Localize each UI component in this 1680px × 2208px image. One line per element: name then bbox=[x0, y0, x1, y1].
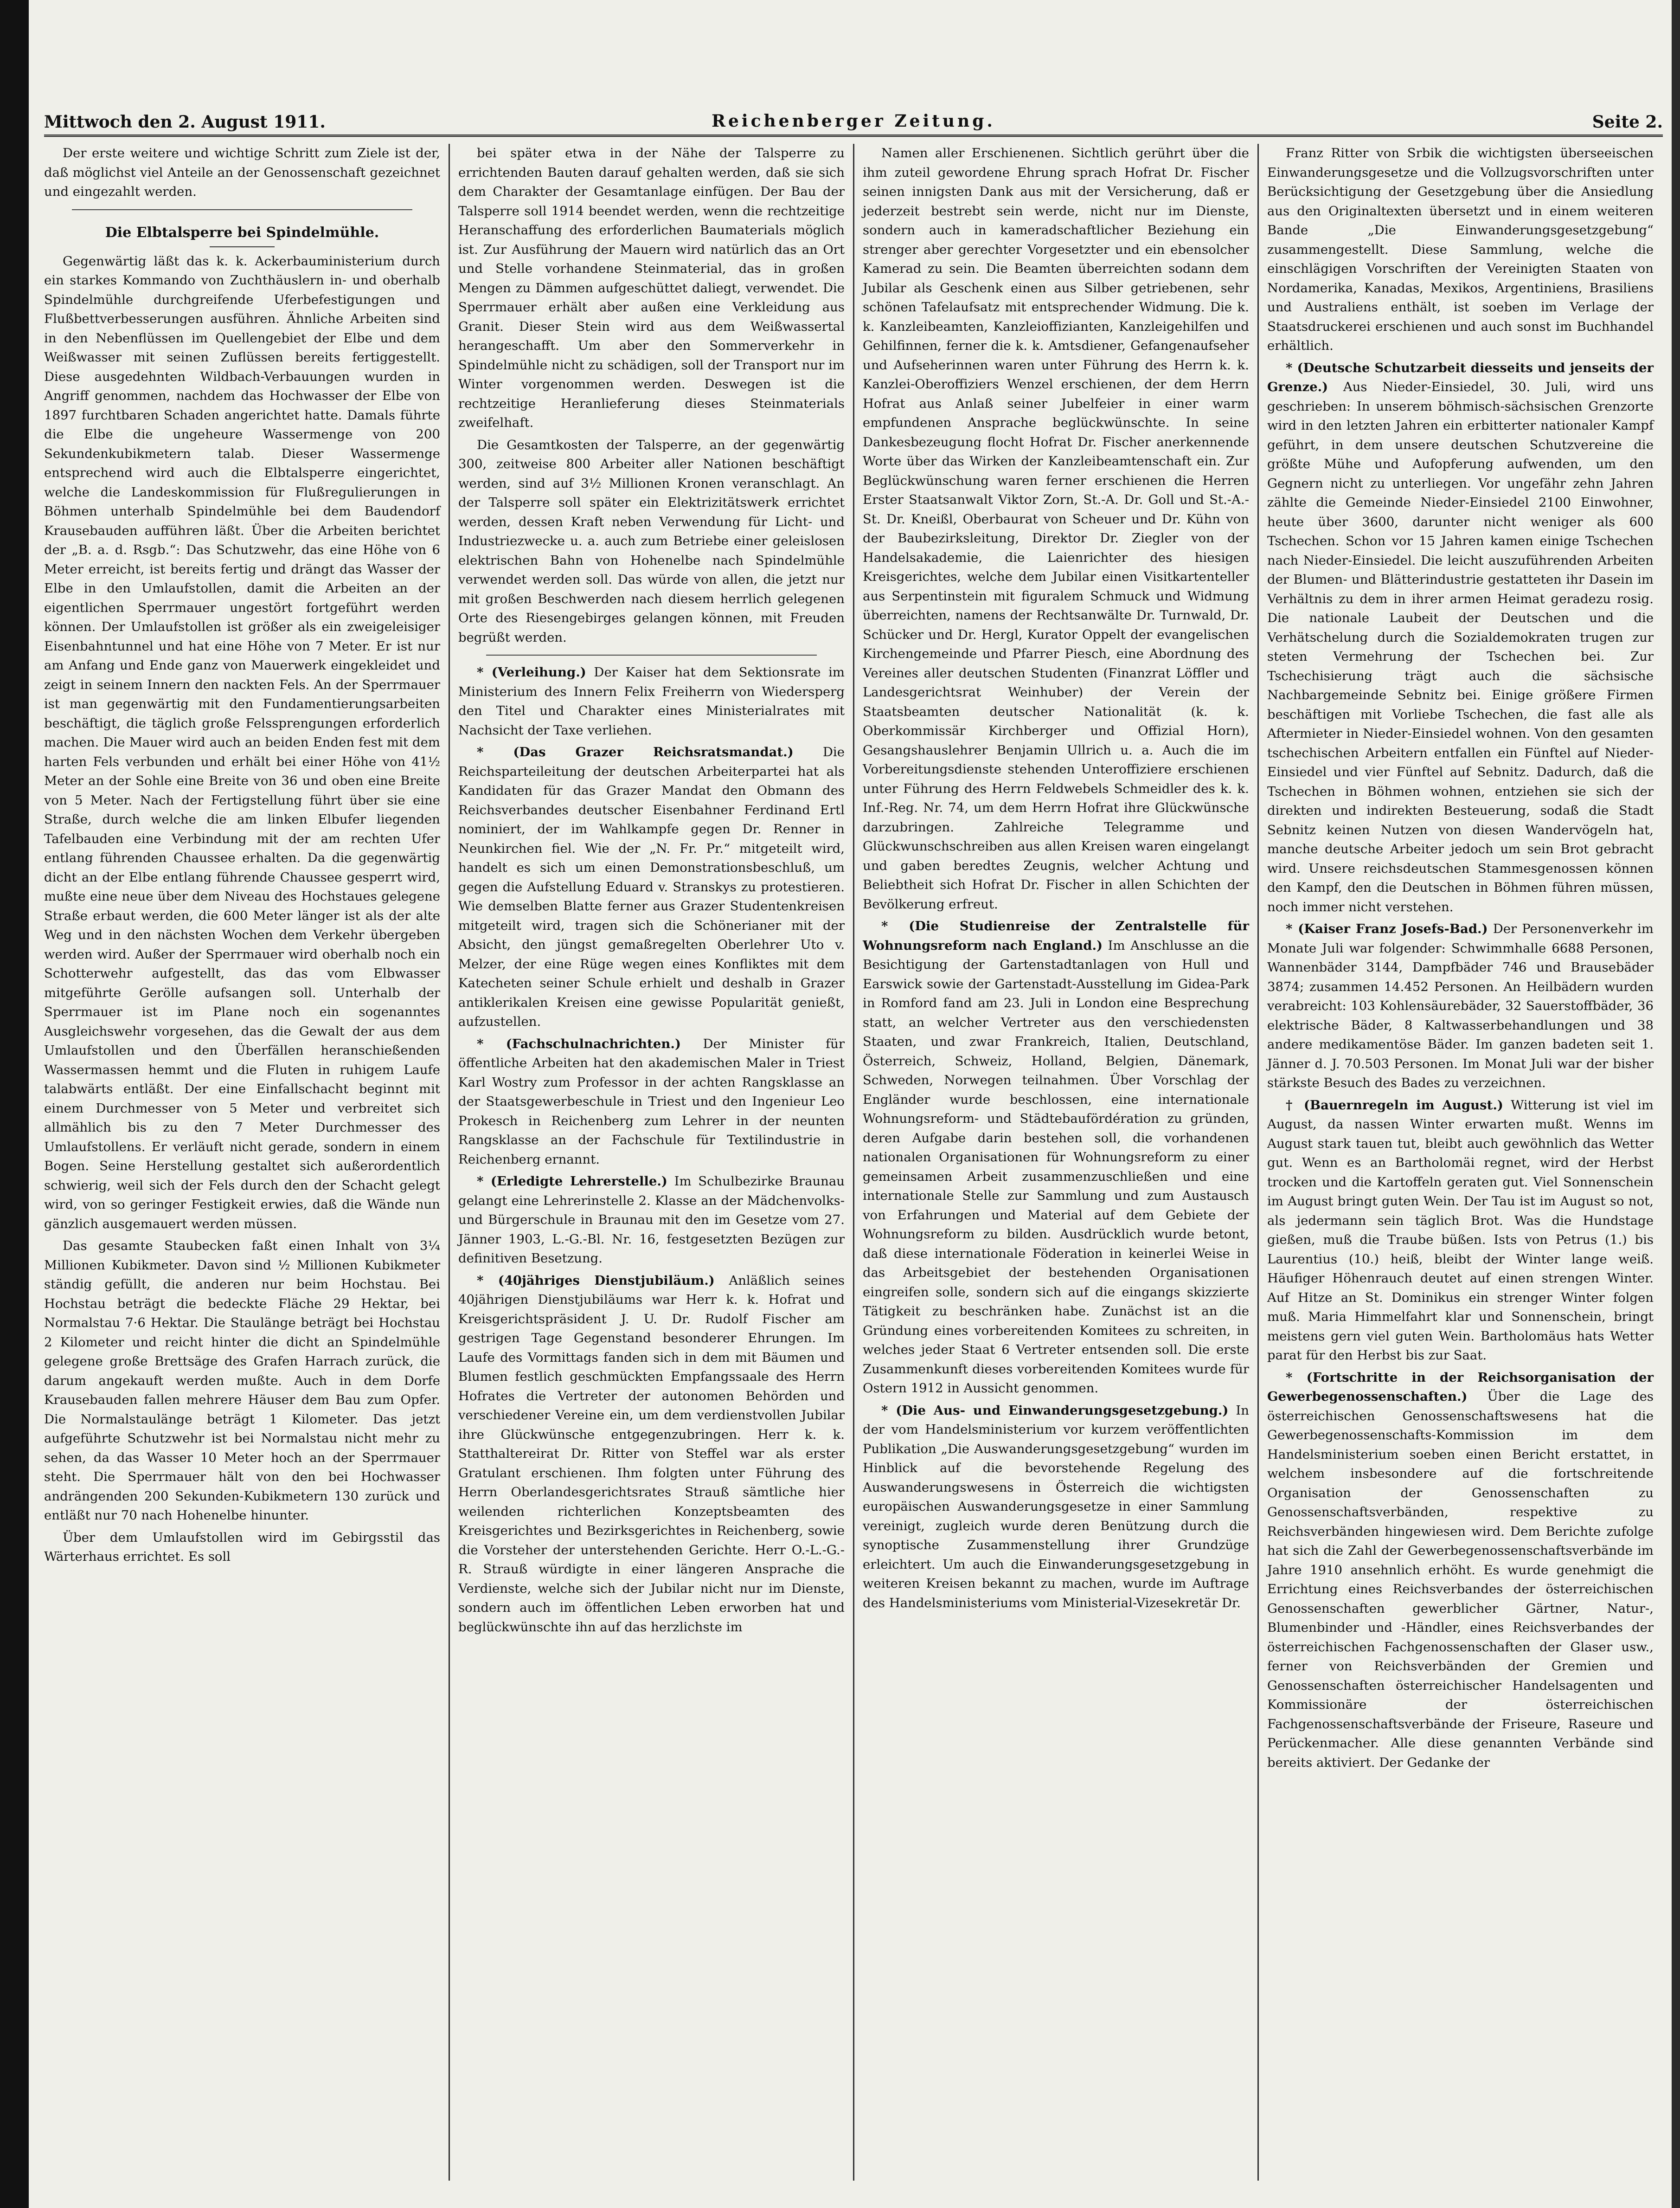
news-item bbox=[1267, 1368, 1654, 1773]
news-item-heading: † (Bauernregeln im August.) bbox=[1286, 1097, 1503, 1113]
column-2 bbox=[449, 144, 853, 2181]
news-item-text: Der Personenverkehr im Monate Juli war folgender: Schwimmhalle 6688 Personen, Wannenbäder 3144, Dampfbäder 746 und Brausebäder 3874; zusammen 14.452 Personen. An Heilbädern wurden verabreicht: 103 Kohlensäurebäder, 32 Sauerstoffbäder, 36 elektrische Bäder, 8 Kaltwasserbehandlungen und 38 andere medikamentöse Bäder. Im ganzen badeten seit 1. Jänner d. J. 70.503 Personen. Im Monat Juli war der bisher stärkste Besuch des Bades zu verzeichnen. bbox=[1267, 921, 1654, 1090]
news-item bbox=[458, 1172, 845, 1268]
article-heading: Die Elbtalsperre bei Spindelmühle. bbox=[44, 223, 440, 247]
newspaper-title: Reichenberger Zeitung. bbox=[712, 111, 995, 131]
news-item-heading: * (Erledigte Lehrerstelle.) bbox=[477, 1174, 667, 1189]
paragraph: Namen aller Erschienenen. Sichtlich gerührt über die ihm zuteil gewordene Ehrung sprach Hofrat Dr. Fischer seinen innigsten Dank aus mit der Versicherung, daß er jederzeit bestrebt sein werde, nicht nur im Dienste, sondern auch in kameradschaftlicher Beziehung ein strenger aber gerechter Vorgesetzter und ein ebensolcher Kamerad zu sein. Die Beamten überreichten sodann dem Jubilar als Geschenk einen aus Silber getriebenen, sehr schönen Tafelaufsatz mit entsprechender Widmung. Die k. k. Kanzleibeamten, Kanzleioffizianten, Kanzleigehilfen und Gehilfinnen, ferner die k. k. Amtsdiener, Gefangenaufseher und Aufseherinnen waren unter Führung des Herrn k. k. Kanzlei-Oberoffiziers Wenzel erschienen, der dem Herrn Hofrat aus Anlaß seiner Jubelfeier in einer warm empfundenen Ansprache beglückwünschte. In seine Dankesbezeugung flocht Hofrat Dr. Fischer anerkennende Worte über das Wirken der Kanzleibeamtenschaft ein. Zur Beglückwünschung waren ferner erschienen die Herren Erster Staatsanwalt Viktor Zorn, St.-A. Dr. Goll und St.-A.-St. Dr. Kneißl, Oberbaurat von Scheuer und Dr. Kühn von der Baubezirksleitung, Direktor Dr. Ziegler von der Handelsakademie, die Laienrichter des hiesigen Kreisgerichtes, welche dem Jubilar einen Visitkartenteller aus Serpentinstein mit figuralem Schmuck und Widmung überreichten, namens der Rechtsanwälte Dr. Turnwald, Dr. Schücker und Dr. Hergl, Kurator Oppelt der evangelischen Kirchengemeinde und Pfarrer Piesch, eine Abordnung des Vereines aller deutschen Studenten (Finanzrat Löffler und Landesgerichtsrat Weinhuber) der Verein der Staatsbeamten deutscher Nationalität (k. k. Oberkommissär Kirchberger und Offizial Horn), Gesangshauslehrer Benjamin Ullrich u. a. Auch die im Vorbereitungsdienste stehenden Unteroffiziere erschienen unter Führung des Herrn Feldwebels Schmeidler des k. k. Inf.-Reg. Nr. 74, um dem Herrn Hofrat ihre Glückwünsche darzubringen. Zahlreiche Telegramme und Glückwunschschreiben aus allen Kreisen waren eingelangt und gaben beredtes Zeugnis, welcher Achtung und Beliebtheit sich Hofrat Dr. Fischer in allen Schichten der Bevölkerung erfreut. bbox=[863, 146, 1249, 912]
news-item bbox=[458, 1035, 845, 1170]
news-item-heading: * (Fachschulnachrichten.) bbox=[477, 1036, 681, 1051]
news-item bbox=[458, 743, 845, 1032]
news-item bbox=[1267, 920, 1654, 1093]
divider bbox=[486, 655, 817, 656]
paragraph: Gegenwärtig läßt das k. k. Ackerbauministerium durch ein starkes Kommando von Zuchthäuslern in- und oberhalb Spindelmühle durchgreifende Uferbefestigungen und Flußbettverbesserungen ausführen. Ähnliche Arbeiten sind in den Nebenflüssen im Quellengebiet der Elbe und dem Weißwasser mit seinen Zuflüssen bereits fertiggestellt. Diese ausgedehnten Wildbach-Verbauungen wurden in Angriff genommen, nachdem das Hochwasser der Elbe von 1897 furchtbaren Schaden angerichtet hatte. Damals führte die Elbe die ungeheure Wassermenge von 200 Sekundenkubikmetern talab. Dieser Wassermenge entsprechend wird auch die Elbtalsperre eingerichtet, welche die Landeskommission für Flußregulierungen in Böhmen unterhalb Spindelmühle bei dem Baudendorf Krausebauden aufführen läßt. Über die Arbeiten berichtet der „B. a. d. Rsgb.“: Das Schutzwehr, das eine Höhe von 6 Meter erreicht, ist bereits fertig und drängt das Wasser der Elbe in den Umlaufstollen, damit die Arbeiten an der eigentlichen Sperrmauer ungestört fortgeführt werden können. Der Umlaufstollen ist größer als ein zweigeleisiger Eisenbahntunnel und hat eine Höhe von 7 Meter. Er ist nur am Anfang und Ende ganz von Mauerwerk eingekleidet und zeigt in seinem Innern den nackten Fels. An der Sperrmauer ist man gegenwärtig mit den Fundamentierungsarbeiten beschäftigt, die täglich große Felssprengungen erforderlich machen. Die Mauer wird auch an beiden Enden fest mit dem harten Fels verbunden und erhält bei einer Höhe von 41½ Meter an der Sohle eine Breite von 36 und oben eine Breite von 5 Meter. Nach der Fertigstellung führt über sie eine Straße, durch welche die am linken Elbufer liegenden Tafelbauden eine Verbindung mit der am rechten Ufer entlang führenden Chaussee erhalten. Da die gegenwärtig dicht an der Elbe entlang führende Chaussee gesperrt wird, mußte eine neue über dem Niveau des Hochstaues gelegene Straße erbaut werden, die 600 Meter länger ist als der alte Weg und in den nächsten Wochen dem Verkehr übergeben werden wird. Außer der Sperrmauer wird oberhalb noch ein Schotterwehr aufgestellt, das das vom Elbwasser mitgeführte Gerölle aufsangen soll. Unterhalb der Sperrmauer ist im Plane noch ein sogenanntes Ausgleichswehr vorgesehen, das die Gewalt der aus dem Umlaufstollen und den Überfällen heranschießenden Wassermassen hemmt und die Fluten in ruhigem Laufe talabwärts entläßt. Der eine Einfallschacht beginnt mit einem Durchmesser von 5 Meter und verbreitet sich allmählich bis zu den 7 Meter Durchmesser des Umlaufstollens. Er verläuft nicht gerade, sondern in einem Bogen. Seine Herstellung gestaltet sich außerordentlich schwierig, weil sich der Fels durch den der Schacht gelegt wird, von so geringer Festigkeit erwies, daß die Wände nun gänzlich ausgemauert werden müssen. bbox=[44, 253, 440, 1231]
news-item-text: Aus Nieder-Einsiedel, 30. Juli, wird uns geschrieben: In unserem böhmisch-sächsischen Grenzorte wird in den letzten Jahren ein erbitterter nationaler Kampf geführt, in dem unsere deutschen Schutzvereine die größte Mühe und Aufopferung aufwenden, um den Gegnern nicht zu unterliegen. Vor ungefähr zehn Jahren zählte die Gemeinde Nieder-Einsiedel 2100 Einwohner, heute über 3600, darunter nicht weniger als 600 Tschechen. Schon vor 15 Jahren kamen einige Tschechen nach Nieder-Einsiedel. Die leicht auszuführenden Arbeiten der Blumen- und Blätterindustrie gestatteten ihr Dasein im Verhältnis zu dem in ihrer armen Heimat geradezu rosig. Die nationale Laubeit der Deutschen und die Verhätschelung durch die Sozialdemokraten trugen zur steten Vermehrung der Tschechen bei. Zur Tschechisierung trägt auch die sächsische Nachbargemeinde Sebnitz bei. Einige größere Firmen beschäftigen mit Vorliebe Tschechen, die fast alle als Aftermieter in Nieder-Einsiedel wohnen. Von den gesamten tschechischen Arbeitern entfallen ein Fünftel auf Nieder-Einsiedel und vier Fünftel auf Sebnitz. Dadurch, daß die Tschechen in Böhmen wohnen, entziehen sie sich der direkten und indirekten Besteuerung, sodaß die Stadt Sebnitz keinen Nutzen von diesen Wandervögeln hat, manche deutsche Arbeiter jedoch um sein Brot gebracht wird. Unsere reichsdeutschen Stammesgenossen können den Kampf, den die Deutschen in Böhmen führen müssen, noch immer nicht verstehen. bbox=[1267, 380, 1654, 914]
news-item bbox=[863, 1401, 1249, 1613]
news-item-text: Die Reichsparteileitung der deutschen Arbeiterpartei hat als Kandidaten für das Grazer Mandat den Obmann des Reichsverbandes deutscher Eisenbahner Ferdinand Ertl nominiert, der im Wahlkampfe gegen Dr. Renner in Neunkirchen fiel. Wie der „N. Fr. Pr.“ mitgeteilt wird, handelt es sich um einen Demonstrationsbeschluß, um gegen die Aufstellung Eduard v. Stranskys zu protestieren. Wie demselben Blatte ferner aus Grazer Studentenkreisen mitgeteilt wird, tragen sich die Schönerianer mit der Absicht, den jüngst gemaßregelten Oberlehrer Uto v. Melzer, der eine Rüge wegen eines Konfliktes mit dem Katecheten seiner Schule erhielt und deshalb in Grazer antiklerikalen Kreisen eine gewisse Popularität genießt, aufzustellen. bbox=[458, 745, 845, 1029]
divider bbox=[72, 209, 412, 210]
news-item-heading: * (Deutsche Schutzarbeit diesseits und jenseits der Grenze.) bbox=[1267, 360, 1654, 394]
news-item-text: Witterung ist viel im August, da nassen Winter erwarten mußt. Wenns im August stark tauen tut, bleibt auch gewöhnlich das Wetter gut. Wenn es an Bartholomäi regnet, wird der Herbst trocken und die Kartoffeln geraten gut. Viel Sonnenschein im August bringt guten Wein. Der Tau ist im August so not, als jedermann sein täglich Brot. Was die Hundstage gießen, muß die Traube büßen. Ists von Petrus (1.) bis Laurentius (10.) heiß, bleibt der Winter lange weiß. Häufiger Höhenrauch deutet auf einen strengen Winter. Auf Hitze an St. Dominikus ein strenger Winter folgen muß. Maria Himmelfahrt klar und Sonnenschein, bringt meistens gern viel guten Wein. Bartholomäus hats Wetter parat für den Herbst bis zur Saat. bbox=[1267, 1097, 1654, 1363]
paragraph: Franz Ritter von Srbik die wichtigsten überseeischen Einwanderungsgesetze und die Vollzugsvorschriften unter Berücksichtigung der Gesetzgebung über die Ansiedlung aus den Originaltexten übersetzt und in einem weiteren Bande „Die Einwanderungsgesetzgebung“ zusammengestellt. Diese Sammlung, welche die einschlägigen Vorschriften der Vereinigten Staaten von Nordamerika, Kanadas, Mexikos, Argentiniens, Brasiliens und Australiens enthält, ist soeben im Verlage der Staatsdruckerei erschienen und auch sonst im Buchhandel erhältlich. bbox=[1267, 146, 1654, 353]
news-item bbox=[458, 1271, 845, 1637]
column-3 bbox=[853, 144, 1257, 2181]
news-item bbox=[863, 917, 1249, 1398]
newspaper-page bbox=[44, 107, 1663, 2185]
news-item-heading: * (Die Studienreise der Zentralstelle für Wohnungsreform nach England.) bbox=[863, 919, 1249, 953]
news-item-heading: * (Die Aus- und Einwanderungsgesetzgebung.) bbox=[881, 1403, 1229, 1418]
news-item-text: Im Anschlusse an die Besichtigung der Gartenstadtanlagen von Hull und Earswick sowie der Gartenstadt-Ausstellung im Gidea-Park in Romford fand am 23. Juli in London eine Besprechung statt, an welcher Vertreter aus den verschiedensten Staaten, und zwar Frankreich, Italien, Deutschland, Österreich, Schweiz, Holland, Belgien, Dänemark, Schweden, Norwegen teilnahmen. Über Vorschlag der Engländer wurde beschlossen, eine internationale Wohnungsreform- und Städtebaufördération zu gründen, deren Aufgabe darin bestehen soll, die vorhandenen nationalen Organisationen für Wohnungsreform zu einer gemeinsamen Arbeit zusammenzuschließen und eine internationale Stelle zur Sammlung und zum Austausch von Erfahrungen und Material auf dem Gebiete der Wohnungsreform zu bilden. Ausdrücklich wurde betont, daß diese internationale Föderation in keinerlei Weise in das Arbeitsgebiet der bestehenden Organisationen eingreifen solle, sondern sich auf die eingangs skizzierte Tätigkeit zu beschränken habe. Zunächst ist an die Gründung eines vorbereitenden Komitees zu schreiten, in welches jeder Staat 6 Vertreter entsenden soll. Die erste Zusammenkunft dieses vorbereitenden Komitees wurde für Ostern 1912 in Aussicht genommen. bbox=[863, 938, 1249, 1396]
news-item-heading: * (Das Grazer Reichsratsmandat.) bbox=[477, 745, 794, 760]
article-columns bbox=[44, 144, 1663, 2181]
news-item bbox=[1267, 359, 1654, 917]
news-item-text: Der Minister für öffentliche Arbeiten hat den akademischen Maler in Triest Karl Wostry zum Professor in der achten Rangsklasse an der Staatsgewerbeschule in Triest und den Ingenieur Leo Prokesch in Reichenberg zum Lehrer in der neunten Rangsklasse an der Fachschule für Textilindustrie in Reichenberg ernannt. bbox=[458, 1036, 845, 1167]
news-item-heading: * (40jähriges Dienstjubiläum.) bbox=[477, 1273, 715, 1288]
paragraph: Das gesamte Staubecken faßt einen Inhalt von 3¼ Millionen Kubikmeter. Davon sind ½ Millionen Kubikmeter ständig gefüllt, die anderen nur beim Hochstau. Bei Hochstau beträgt die bedeckte Fläche 29 Hektar, bei Normalstau 7·6 Hektar. Die Staulänge beträgt bei Hochstau 2 Kilometer und reicht hinter die dicht an Spindelmühle gelegene große Brettsäge des Grafen Harrach zurück, die darum angekauft werden mußte. Auch in dem Dorfe Krausebauden fallen mehrere Häuser dem Bau zum Opfer. Die Normalstaulänge beträgt 1 Kilometer. Das jetzt aufgeführte Schutzwehr ist bei Normalstau nicht mehr zu sehen, da das Wasser 10 Meter hoch an der Sperrmauer steht. Die Sperrmauer hält von den bei Hochwasser andrängenden 200 Sekunden-Kubikmetern 130 zurück und entläßt nur 70 nach Hohenelbe hinunter. bbox=[44, 1238, 440, 1523]
news-item-text: Anläßlich seines 40jährigen Dienstjubiläums war Herr k. k. Hofrat und Kreisgerichtspräsident J. U. Dr. Rudolf Fischer am gestrigen Tage Gegenstand besonderer Ehrungen. Im Laufe des Vormittags fanden sich in dem mit Bäumen und Blumen festlich geschmückten Empfangssaale des Herrn Hofrates die Vertreter der autonomen Behörden und verschiedener Vereine ein, um dem verdienstvollen Jubilar ihre Glückwünsche entgegenzubringen. Herr k. k. Statthaltereirat Dr. Ritter von Steffel war als erster Gratulant erschienen. Ihm folgten unter Führung des Herrn Oberlandesgerichtsrates Strauß sämtliche hier weilenden richterlichen Konzeptsbeamten des Kreisgerichtes und Bezirksgerichtes in Reichenberg, sowie die Vorsteher der unterstehenden Gerichte. Herr O.-L.-G.-R. Strauß würdigte in einer längeren Ansprache die Verdienste, welche sich der Jubilar nicht nur im Dienste, sondern auch im öffentlichen Leben erworben hat und beglückwünschte ihn auf das herzlichste im bbox=[458, 1273, 845, 1635]
news-item-heading: * (Verleihung.) bbox=[477, 665, 586, 680]
news-item-text: In der vom Handelsministerium vor kurzem veröffentlichten Publikation „Die Auswanderungsgesetzgebung“ wurden im Hinblick auf die bevorstehende Regelung des Auswanderungswesens in Österreich die wichtigsten europäischen Auswanderungsgesetze in einer Sammlung vereinigt, zugleich wurde deren Benützung durch die synoptische Zusammenstellung ihrer Grundzüge erleichtert. Um auch die Einwanderungsgesetzgebung in weiteren Kreisen bekannt zu machen, wurde im Auftrage des Handelsministeriums vom Ministerial-Vizesekretär Dr. bbox=[863, 1403, 1249, 1610]
scan-right-edge bbox=[1672, 0, 1680, 2208]
news-item bbox=[458, 663, 845, 740]
paragraph: Die Gesamtkosten der Talsperre, an der gegenwärtig 300, zeitweise 800 Arbeiter aller Nationen beschäftigt werden, sind auf 3½ Millionen Kronen veranschlagt. An der Talsperre soll später ein Elektrizitätswerk errichtet werden, dessen Kraft neben Verwendung für Licht- und Industriezwecke u. a. auch zum Betriebe einer geleislosen elektrischen Bahn von Hohenelbe nach Spindelmühle verwendet werden soll. Das würde von allen, die jetzt nur mit großen Beschwerden nach diesem herrlich gelegenen Orte des Riesengebirges gelangen können, mit Freuden begrüßt werden. bbox=[458, 437, 845, 645]
news-item-text: Über die Lage des österreichischen Genossenschaftswesens hat die Gewerbegenossenschafts-Kommission im dem Handelsministerium soeben einen Bericht erstattet, in welchem insbesondere auf die fortschreitende Organisation der Genossenschaften zu Genossenschaftsverbänden, respektive zu Reichsverbänden hingewiesen wird. Dem Berichte zufolge hat sich die Zahl der Gewerbegenossenschaftsverbände im Jahre 1910 ansehnlich erhöht. Es wurde genehmigt die Errichtung eines Reichsverbandes der österreichischen Genossenschaften gewerblicher Gärtner, Natur-, Blumenbinder und -Händler, eines Reichsverbandes der österreichischen Fachgenossenschaften der Glaser usw., ferner von Reichsverbänden der Gremien und Genossenschaften österreichischer Handelsagenten und Kommissionäre der österreichischen Fachgenossenschaftsverbände der Friseure, Raseure und Perückenmacher. Alle diese genannten Verbände sind bereits aktiviert. Der Gedanke der bbox=[1267, 1389, 1654, 1770]
paragraph: bei später etwa in der Nähe der Talsperre zu errichtenden Bauten darauf gehalten werden, daß sie sich dem Charakter der Gesamtanlage einfügen. Der Bau der Talsperre soll 1914 beendet werden, wenn die rechtzeitige Heranschaffung des erforderlichen Baumaterials möglich ist. Zur Ausführung der Mauern wird natürlich das an Ort und Stelle vorhandene Steinmaterial, das in großen Mengen zu Dämmen aufgeschüttet daliegt, verwendet. Die Sperrmauer erhält aber außen eine Verkleidung aus Granit. Dieser Stein wird aus dem Weißwassertal herangeschafft. Um aber den Sommerverkehr in Spindelmühle nicht zu schädigen, soll der Transport nur im Winter vorgenommen werden. Deswegen ist die rechtzeitige Heranlieferung dieses Steinmaterials zweifelhaft. bbox=[458, 146, 845, 430]
news-item-text: Im Schulbezirke Braunau gelangt eine Lehrerinstelle 2. Klasse an der Mädchenvolks- und Bürgerschule in Braunau mit den im Gesetze vom 27. Jänner 1903, L.-G.-Bl. Nr. 16, festgesetzten Bezügen zur definitiven Besetzung. bbox=[458, 1174, 845, 1266]
news-item-heading: * (Kaiser Franz Josefs-Bad.) bbox=[1286, 921, 1488, 936]
paragraph: Der erste weitere und wichtige Schritt zum Ziele ist der, daß möglichst viel Anteile an der Genossenschaft gezeichnet und eingezahlt werden. bbox=[44, 146, 440, 199]
news-item bbox=[1267, 1096, 1654, 1365]
issue-date: Mittwoch den 2. August 1911. bbox=[44, 112, 326, 132]
page-number: Seite 2. bbox=[1592, 112, 1663, 132]
paragraph: Über dem Umlaufstollen wird im Gebirgsstil das Wärterhaus errichtet. Es soll bbox=[44, 1530, 440, 1564]
column-1 bbox=[44, 144, 449, 2181]
page-header bbox=[44, 107, 1663, 137]
news-item-text: Der Kaiser hat dem Sektionsrate im Ministerium des Innern Felix Freiherrn von Wiedersperg den Titel und Charakter eines Ministerialrates mit Nachsicht der Taxe verliehen. bbox=[458, 665, 845, 738]
column-4 bbox=[1257, 144, 1662, 2181]
scan-binding-edge bbox=[0, 0, 29, 2208]
news-item-heading: * (Fortschritte in der Reichsorganisation der Gewerbegenossenschaften.) bbox=[1267, 1370, 1654, 1404]
